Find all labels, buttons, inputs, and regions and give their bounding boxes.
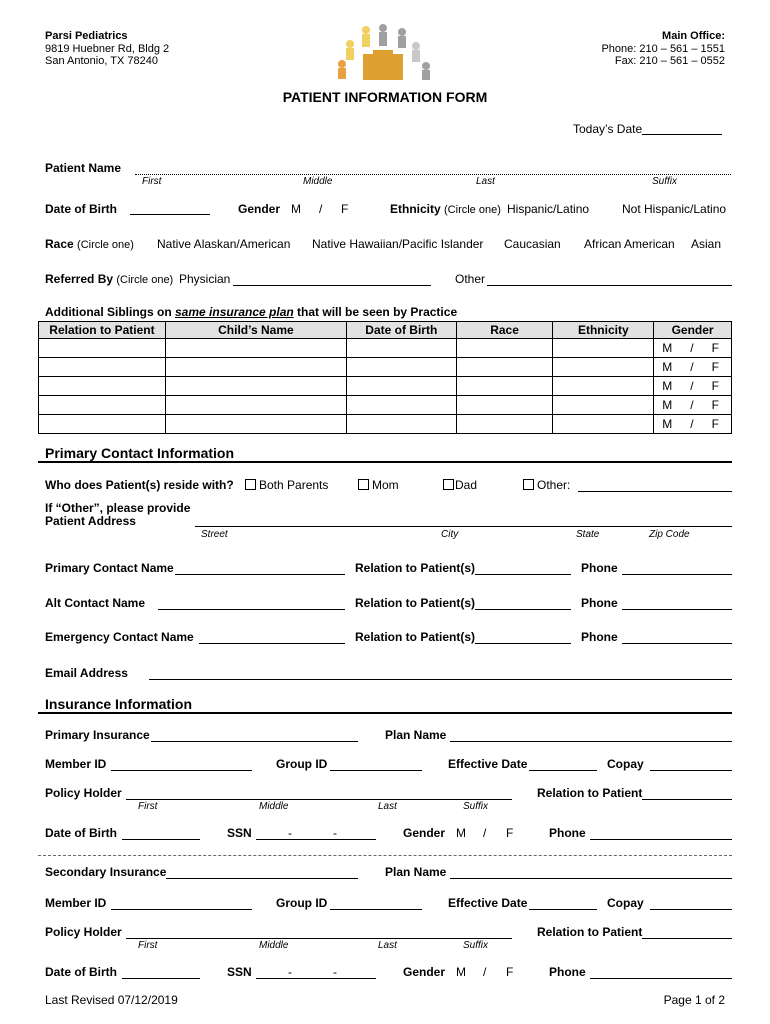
relation-label: Relation to Patient(s) [355, 596, 476, 610]
relation-to-patient-label: Relation to Patient [537, 925, 643, 939]
sibling-gender-cell [654, 396, 732, 415]
copay-field[interactable] [650, 770, 732, 771]
patient-name-label: Patient Name [45, 161, 122, 175]
sibling-cell[interactable] [553, 339, 654, 358]
ethnicity-label: Ethnicity [390, 202, 441, 216]
relation-label: Relation to Patient(s) [355, 561, 476, 575]
todays-date-field[interactable] [642, 134, 722, 135]
checkbox-icon[interactable] [443, 479, 454, 490]
practice-address-1: 9819 Huebner Rd, Bldg 2 [45, 43, 170, 55]
ssn-dash: - [333, 826, 337, 840]
phone-field[interactable] [622, 609, 732, 610]
sibling-cell[interactable] [553, 358, 654, 377]
policy-first-caption: First [138, 801, 158, 812]
sibling-cell[interactable] [553, 396, 654, 415]
gender-slash: / [690, 341, 694, 355]
gender-option-f[interactable]: F [506, 965, 514, 979]
group-id-field[interactable] [330, 770, 422, 771]
reside-dad-option[interactable] [443, 478, 477, 492]
ssn-field[interactable] [256, 978, 376, 979]
gender-slash: / [319, 202, 323, 216]
secondary-insurance-field[interactable] [166, 878, 358, 879]
gender-option-m[interactable]: M [291, 202, 301, 216]
checkbox-icon[interactable] [523, 479, 534, 490]
phone-label: Phone [581, 630, 618, 644]
sibling-row [39, 358, 732, 377]
ssn-dash: - [288, 826, 292, 840]
race-label: Race [45, 237, 74, 251]
patient-last-caption: Last [476, 176, 495, 187]
effective-date-label: Effective Date [448, 896, 528, 910]
siblings-heading [45, 305, 457, 319]
form-title: PATIENT INFORMATION FORM [282, 89, 488, 105]
referred-physician-label[interactable]: Physician [179, 272, 231, 286]
policy-last-caption: Last [378, 801, 397, 812]
gender-option-f[interactable]: F [506, 826, 514, 840]
section-divider [38, 461, 732, 463]
reside-other-field[interactable] [578, 491, 732, 492]
policy-suffix-caption: Suffix [463, 940, 489, 951]
referred-physician-field[interactable] [233, 285, 431, 286]
ethnicity-option-not-hispanic[interactable]: Not Hispanic/Latino [622, 202, 727, 216]
todays-date-label: Today’s Date [573, 122, 643, 136]
sibling-row [39, 377, 732, 396]
sibling-cell[interactable] [346, 377, 456, 396]
sibling-gender-cell [654, 377, 732, 396]
policy-last-caption: Last [378, 940, 397, 951]
checkbox-icon[interactable] [358, 479, 369, 490]
gender-option-f[interactable]: F [711, 341, 719, 355]
option-label: Other: [537, 478, 571, 492]
sibling-cell[interactable] [39, 396, 166, 415]
sibling-cell[interactable] [456, 415, 553, 434]
sibling-cell[interactable] [346, 339, 456, 358]
sibling-cell[interactable] [456, 377, 553, 396]
page-number: Page 1 of 2 [663, 993, 725, 1007]
sibling-cell[interactable] [553, 377, 654, 396]
office-title: Main Office: [662, 30, 725, 42]
policy-phone-label: Phone [549, 965, 586, 979]
policy-phone-field[interactable] [590, 978, 732, 979]
ssn-field[interactable] [256, 839, 376, 840]
last-revised: Last Revised 07/12/2019 [45, 993, 178, 1007]
sibling-cell[interactable] [39, 415, 166, 434]
policy-dob-field[interactable] [122, 839, 200, 840]
primary-contact-name-field[interactable] [175, 574, 345, 575]
patient-dob-field[interactable] [130, 214, 210, 215]
secondary-insurance-label: Secondary Insurance [45, 865, 167, 879]
ethnicity-option-hispanic[interactable]: Hispanic/Latino [507, 202, 590, 216]
gender-option-m[interactable]: M [662, 417, 673, 431]
sibling-cell[interactable] [346, 415, 456, 434]
sibling-cell[interactable] [456, 396, 553, 415]
sibling-cell[interactable] [39, 377, 166, 396]
phone-label: Phone [581, 561, 618, 575]
copay-label: Copay [607, 757, 644, 771]
patient-address-label: Patient Address [45, 514, 136, 528]
phone-label: Phone [581, 596, 618, 610]
patient-gender-label: Gender [238, 202, 281, 216]
sibling-row [39, 415, 732, 434]
sibling-cell[interactable] [346, 396, 456, 415]
policy-dob-field[interactable] [122, 978, 200, 979]
reside-mom-option[interactable] [358, 478, 399, 492]
gender-slash: / [690, 398, 694, 412]
sibling-gender-cell [654, 415, 732, 434]
siblings-heading-emphasis: same insurance plan [175, 305, 294, 319]
gender-option-m[interactable]: M [662, 360, 673, 374]
policy-holder-label: Policy Holder [45, 786, 122, 800]
relation-to-patient-field[interactable] [642, 938, 732, 939]
relation-field[interactable] [475, 609, 571, 610]
email-field[interactable] [149, 679, 732, 680]
gender-option-f[interactable]: F [341, 202, 349, 216]
gender-option-m[interactable]: M [662, 398, 673, 412]
address-zip-caption: Zip Code [649, 529, 690, 540]
gender-option-m[interactable]: M [662, 379, 673, 393]
column-header: Relation to Patient [39, 322, 166, 339]
option-label: Both Parents [259, 478, 329, 492]
reside-other-option[interactable] [523, 478, 570, 492]
sibling-cell[interactable] [165, 377, 346, 396]
sibling-cell[interactable] [165, 396, 346, 415]
phone-field[interactable] [622, 574, 732, 575]
phone-field[interactable] [622, 643, 732, 644]
group-id-label: Group ID [276, 757, 328, 771]
if-other-label: If “Other”, please provide [45, 501, 191, 515]
group-id-label: Group ID [276, 896, 328, 910]
ssn-label: SSN [227, 965, 252, 979]
referred-other-field[interactable] [487, 285, 732, 286]
sibling-cell[interactable] [553, 415, 654, 434]
column-header: Child’s Name [165, 322, 346, 339]
race-label-group [45, 237, 134, 251]
policy-dob-label: Date of Birth [45, 826, 117, 840]
gender-option-f[interactable]: F [711, 398, 719, 412]
policy-phone-label: Phone [549, 826, 586, 840]
primary-insurance-label: Primary Insurance [45, 728, 150, 742]
race-option[interactable]: Asian [691, 237, 722, 251]
relation-field[interactable] [475, 574, 571, 575]
primary-insurance-field[interactable] [151, 741, 358, 742]
gender-slash: / [690, 360, 694, 374]
ssn-label: SSN [227, 826, 252, 840]
policy-gender-label: Gender [403, 965, 446, 979]
referred-other-label[interactable]: Other [455, 272, 486, 286]
plan-name-label: Plan Name [385, 728, 447, 742]
gender-option-m[interactable]: M [662, 341, 673, 355]
gender-option-m[interactable]: M [456, 965, 466, 979]
gender-slash: / [483, 965, 487, 979]
patient-address-field[interactable] [195, 526, 732, 527]
policy-dob-label: Date of Birth [45, 965, 117, 979]
emergency-contact-name-field[interactable] [199, 643, 345, 644]
primary-contact-section-title: Primary Contact Information [45, 445, 235, 461]
plan-name-field[interactable] [450, 741, 732, 742]
sibling-gender-cell [654, 339, 732, 358]
race-option[interactable]: Caucasian [504, 237, 561, 251]
insurance-section-title: Insurance Information [45, 696, 193, 712]
policy-first-caption: First [138, 940, 158, 951]
sibling-row [39, 396, 732, 415]
policy-middle-caption: Middle [259, 801, 289, 812]
member-id-label: Member ID [45, 896, 107, 910]
gender-slash: / [690, 417, 694, 431]
effective-date-label: Effective Date [448, 757, 528, 771]
member-id-field[interactable] [111, 909, 252, 910]
practice-address-2: San Antonio, TX 78240 [45, 55, 158, 67]
race-option[interactable]: Native Alaskan/American [157, 237, 291, 251]
gender-option-f[interactable]: F [711, 379, 719, 393]
relation-field[interactable] [475, 643, 571, 644]
patient-middle-caption: Middle [303, 176, 333, 187]
logo-house [363, 54, 403, 80]
policy-holder-field[interactable] [126, 938, 512, 939]
reside-with-label: Who does Patient(s) reside with? [45, 478, 234, 492]
relation-label: Relation to Patient(s) [355, 630, 476, 644]
policy-middle-caption: Middle [259, 940, 289, 951]
group-id-field[interactable] [330, 909, 422, 910]
practice-name: Parsi Pediatrics [45, 30, 128, 42]
office-phone: Phone: 210 – 561 – 1551 [601, 43, 725, 55]
address-street-caption: Street [201, 529, 228, 540]
column-header: Ethnicity [553, 322, 654, 339]
relation-to-patient-field[interactable] [642, 799, 732, 800]
option-label: Mom [372, 478, 399, 492]
primary-contact-name-label: Primary Contact Name [45, 561, 174, 575]
sibling-cell[interactable] [165, 339, 346, 358]
sibling-cell[interactable] [39, 358, 166, 377]
referred-label-group [45, 272, 173, 286]
gender-option-f[interactable]: F [711, 360, 719, 374]
patient-dob-label: Date of Birth [45, 202, 117, 216]
siblings-heading-post: that will be seen by Practice [293, 305, 458, 319]
sibling-cell[interactable] [456, 358, 553, 377]
effective-date-field[interactable] [529, 909, 597, 910]
member-id-field[interactable] [111, 770, 252, 771]
option-label: Dad [455, 478, 478, 492]
gender-option-m[interactable]: M [456, 826, 466, 840]
practice-logo [330, 22, 436, 82]
checkbox-icon[interactable] [245, 479, 256, 490]
reside-both-parents-option[interactable] [245, 478, 328, 492]
sibling-cell[interactable] [346, 358, 456, 377]
office-fax: Fax: 210 – 561 – 0552 [614, 55, 725, 67]
sibling-cell[interactable] [165, 415, 346, 434]
patient-first-caption: First [142, 176, 162, 187]
ssn-dash: - [333, 965, 337, 979]
address-city-caption: City [441, 529, 459, 540]
sibling-row [39, 339, 732, 358]
gender-slash: / [690, 379, 694, 393]
referred-label: Referred By [45, 272, 114, 286]
patient-name-field[interactable] [135, 174, 731, 175]
sibling-cell[interactable] [456, 339, 553, 358]
effective-date-field[interactable] [529, 770, 597, 771]
ssn-dash: - [288, 965, 292, 979]
sibling-gender-cell [654, 358, 732, 377]
plan-name-label: Plan Name [385, 865, 447, 879]
patient-suffix-caption: Suffix [652, 176, 678, 187]
sibling-cell[interactable] [165, 358, 346, 377]
plan-name-field[interactable] [450, 878, 732, 879]
column-header: Race [456, 322, 553, 339]
member-id-label: Member ID [45, 757, 107, 771]
race-circle-one: (Circle one) [77, 239, 134, 251]
gender-slash: / [483, 826, 487, 840]
sibling-cell[interactable] [39, 339, 166, 358]
email-label: Email Address [45, 666, 128, 680]
siblings-header-row [39, 322, 732, 339]
ethnicity-label-group [390, 202, 501, 216]
policy-phone-field[interactable] [590, 839, 732, 840]
address-state-caption: State [576, 529, 600, 540]
insurance-separator [38, 855, 732, 856]
race-option[interactable]: Native Hawaiian/Pacific Islander [312, 237, 484, 251]
alt-contact-name-field[interactable] [158, 609, 345, 610]
siblings-table [38, 321, 732, 434]
emergency-contact-name-label: Emergency Contact Name [45, 630, 194, 644]
siblings-heading-pre: Additional Siblings on [45, 305, 175, 319]
policy-suffix-caption: Suffix [463, 801, 489, 812]
policy-holder-field[interactable] [126, 799, 512, 800]
section-divider [38, 712, 732, 714]
race-option[interactable]: African American [584, 237, 675, 251]
policy-holder-label: Policy Holder [45, 925, 122, 939]
ethnicity-circle-one: (Circle one) [444, 204, 501, 216]
policy-gender-label: Gender [403, 826, 446, 840]
column-header: Date of Birth [346, 322, 456, 339]
relation-to-patient-label: Relation to Patient [537, 786, 643, 800]
gender-option-f[interactable]: F [711, 417, 719, 431]
alt-contact-name-label: Alt Contact Name [45, 596, 146, 610]
referred-circle-one: (Circle one) [116, 274, 174, 286]
column-header: Gender [654, 322, 732, 339]
copay-field[interactable] [650, 909, 732, 910]
copay-label: Copay [607, 896, 644, 910]
